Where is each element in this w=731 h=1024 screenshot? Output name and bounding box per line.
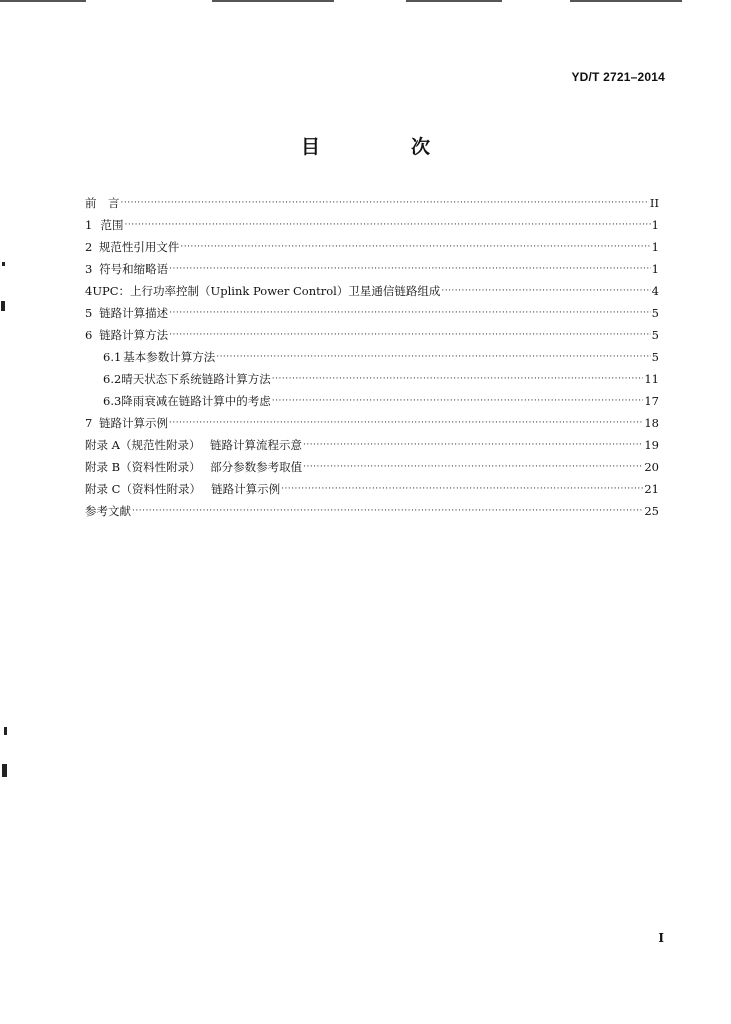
toc-number: 5 — [85, 306, 93, 320]
toc-label: 链路计算示例 — [98, 416, 168, 430]
dot-leader — [272, 372, 644, 386]
toc-entry-6-1[interactable] — [85, 346, 659, 368]
dot-leader — [169, 328, 651, 342]
toc-entry-references[interactable] — [85, 500, 659, 522]
toc-label: 部分参数参考取值 — [210, 460, 303, 474]
scan-speck — [4, 727, 7, 735]
toc-number: 1 — [85, 218, 93, 232]
toc-number: 6.3 — [103, 394, 122, 408]
dot-leader — [281, 482, 643, 496]
toc-page: 5 — [651, 350, 659, 364]
toc-entry-2[interactable] — [85, 236, 659, 258]
page-title: 目 次 — [300, 136, 466, 158]
scan-speck — [2, 262, 5, 266]
toc-entry-annex-b[interactable] — [85, 456, 659, 478]
toc-label: 降雨衰减在链路计算中的考虑 — [121, 394, 271, 408]
dot-leader — [272, 394, 644, 408]
dot-leader — [121, 196, 649, 210]
scan-speck — [1, 301, 5, 311]
toc-page: 19 — [644, 438, 659, 452]
toc-entry-foreword[interactable] — [85, 192, 659, 214]
toc-label: 规范性引用文件 — [98, 240, 180, 254]
toc-number: 附录 C（资料性附录） — [85, 482, 201, 496]
dot-leader — [169, 262, 651, 276]
toc-label: 晴天状态下系统链路计算方法 — [121, 372, 271, 386]
toc-page: II — [649, 196, 659, 210]
toc-label: 链路计算流程示意 — [209, 438, 302, 452]
table-of-contents — [85, 192, 659, 522]
toc-label: 前 言 — [85, 196, 120, 210]
scan-top-rule — [570, 0, 682, 2]
scan-top-rule — [0, 0, 86, 2]
toc-label: 链路计算示例 — [211, 482, 281, 496]
dot-leader — [180, 240, 650, 254]
toc-page: 5 — [651, 328, 659, 342]
toc-label: UPC：上行功率控制（Uplink Power Control）卫星通信链路组成 — [92, 284, 441, 298]
toc-entry-6-3[interactable] — [85, 390, 659, 412]
toc-number: 2 — [85, 240, 93, 254]
toc-page: 4 — [651, 284, 659, 298]
toc-number: 6.2 — [103, 372, 122, 386]
toc-number: 6.1 — [103, 350, 122, 364]
dot-leader — [169, 416, 643, 430]
toc-entry-5[interactable] — [85, 302, 659, 324]
toc-entry-7[interactable] — [85, 412, 659, 434]
toc-entry-6-2[interactable] — [85, 368, 659, 390]
toc-page: 11 — [644, 372, 659, 386]
toc-number: 3 — [85, 262, 93, 276]
page-number: I — [658, 931, 664, 945]
dot-leader — [216, 350, 650, 364]
toc-number: 7 — [85, 416, 93, 430]
toc-entry-annex-a[interactable] — [85, 434, 659, 456]
toc-entry-annex-c[interactable] — [85, 478, 659, 500]
dot-leader — [441, 284, 650, 298]
toc-entry-3[interactable] — [85, 258, 659, 280]
toc-label: 范围 — [100, 218, 124, 232]
toc-number: 附录 B（资料性附录） — [85, 460, 201, 474]
toc-page: 5 — [651, 306, 659, 320]
toc-entry-6[interactable] — [85, 324, 659, 346]
toc-page: 21 — [644, 482, 659, 496]
dot-leader — [169, 306, 651, 320]
toc-page: 1 — [651, 262, 659, 276]
toc-label: 链路计算方法 — [99, 328, 169, 342]
toc-number: 6 — [85, 328, 93, 342]
toc-page: 1 — [651, 240, 659, 254]
toc-page: 1 — [651, 218, 659, 232]
scan-top-rule — [212, 0, 334, 2]
toc-label: 参考文献 — [85, 504, 131, 518]
toc-number: 附录 A（规范性附录） — [85, 438, 201, 452]
toc-label: 符号和缩略语 — [99, 262, 169, 276]
dot-leader — [303, 460, 643, 474]
scan-top-rule — [406, 0, 502, 2]
toc-label: 基本参数计算方法 — [123, 350, 216, 364]
scan-speck — [2, 764, 7, 777]
document-id: YD/T 2721–2014 — [571, 70, 665, 84]
dot-leader — [132, 504, 643, 518]
toc-number: 4 — [85, 284, 93, 298]
toc-page: 17 — [644, 394, 659, 408]
toc-page: 20 — [644, 460, 659, 474]
toc-page: 18 — [644, 416, 659, 430]
dot-leader — [303, 438, 643, 452]
dot-leader — [125, 218, 651, 232]
toc-page: 25 — [644, 504, 659, 518]
toc-label: 链路计算描述 — [99, 306, 169, 320]
toc-entry-4[interactable] — [85, 280, 659, 302]
toc-entry-1[interactable] — [85, 214, 659, 236]
